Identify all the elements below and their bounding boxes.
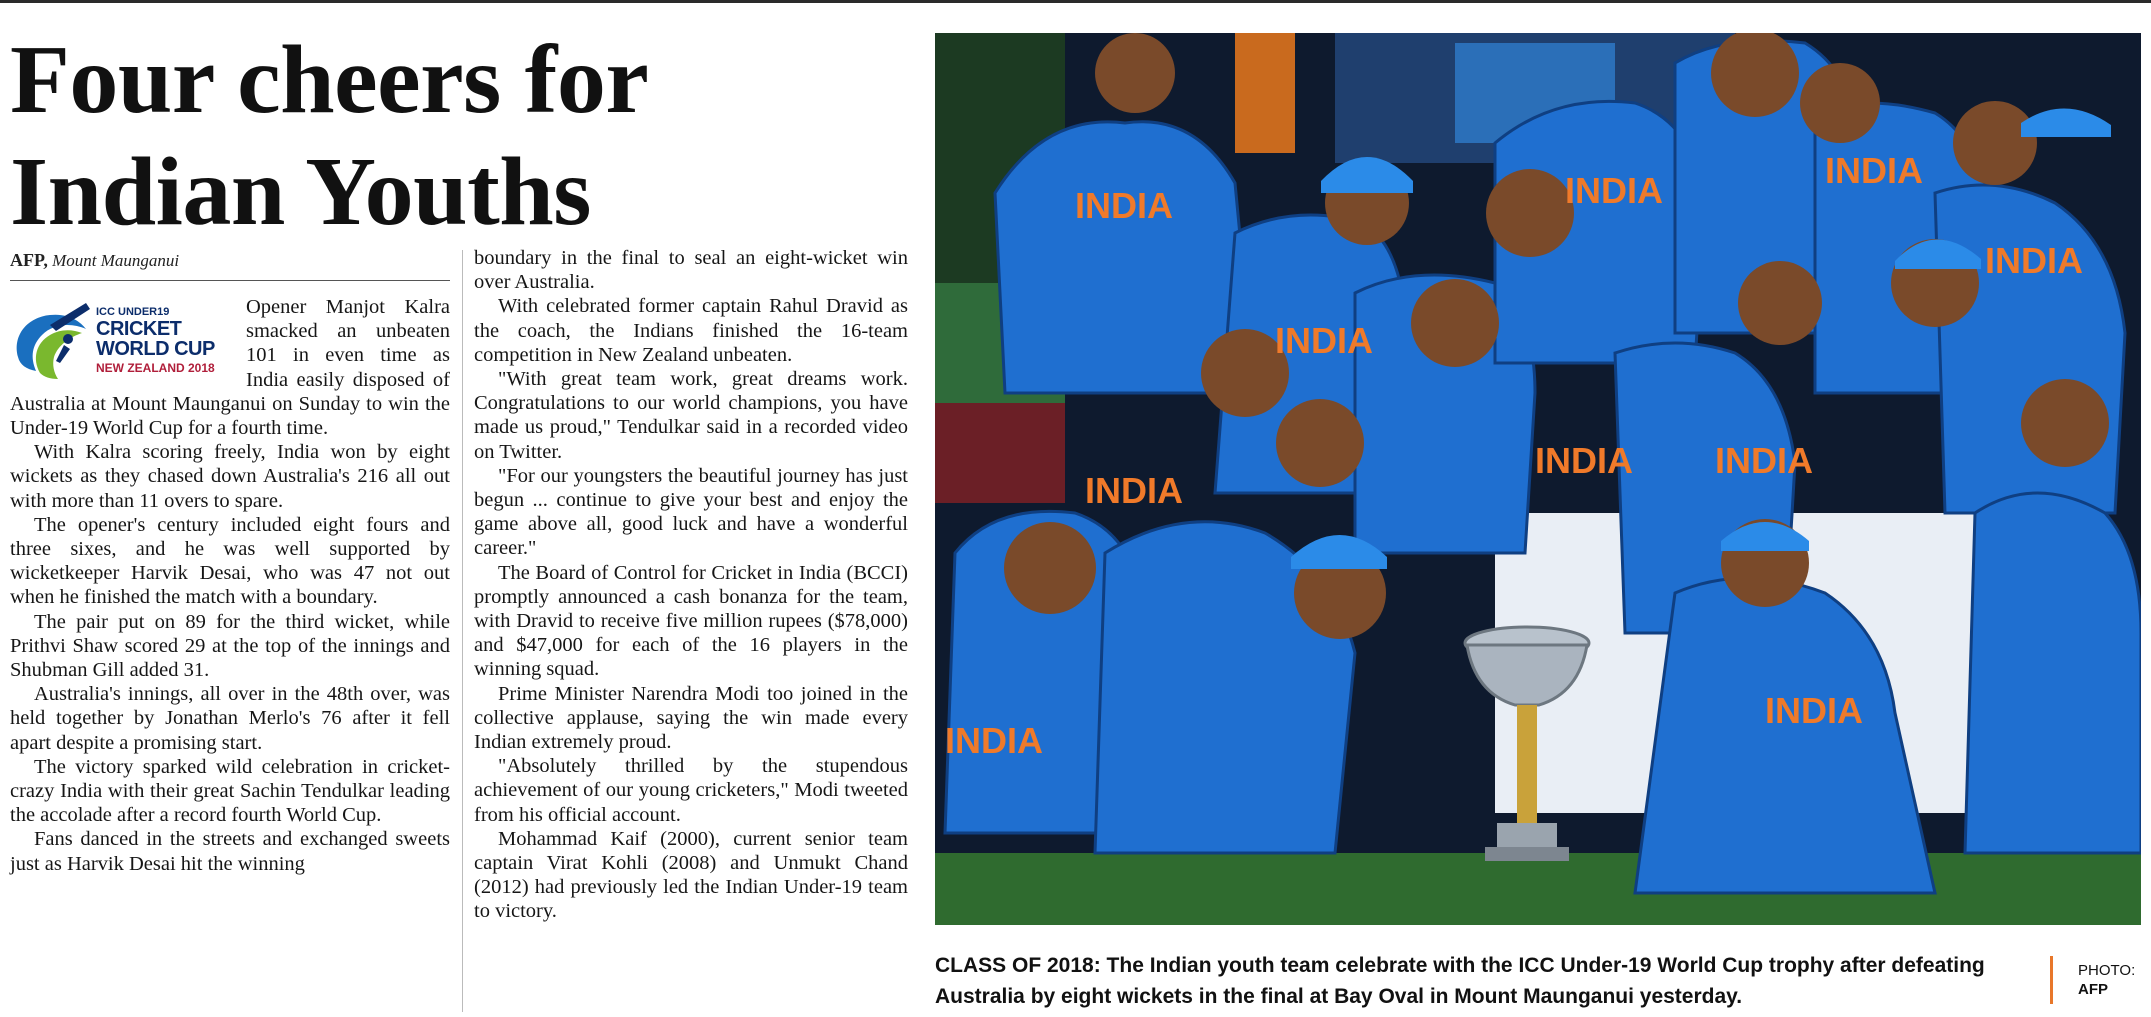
logo-subtitle: NEW ZEALAND 2018 (96, 361, 215, 375)
jersey-label: INDIA (945, 720, 1043, 761)
byline-rule (10, 280, 450, 281)
article-paragraph: Australia's innings, all over in the 48th over, was held together by Jonathan Merlo's 76 after it fell apart despite a promising start. (10, 683, 450, 754)
headline (10, 24, 910, 248)
article-paragraph: "For our youngsters the beautiful journey has just begun ... continue to give your best and enjoy the game above all, good luck and have a wonderful career." (474, 464, 908, 560)
article-paragraph: Fans danced in the streets and exchanged sweets just as Harvik Desai hit the winning (10, 828, 450, 875)
jersey-label: INDIA (1075, 185, 1173, 226)
article-paragraph: Mohammad Kaif (2000), current senior team captain Virat Kohli (2008) and Unmukt Chand (2012) had previously led the Indian Under-19 team to victory. (474, 827, 908, 923)
article-paragraph: Prime Minister Narendra Modi too joined in the collective applause, saying the win made every Indian extremely proud. (474, 682, 908, 754)
jersey-label: INDIA (1565, 170, 1663, 211)
cricket-batsman-icon (10, 295, 94, 385)
article-paragraph: Opener Manjot Kalra smacked an unbeaten 101 in even time as India easily disposed of Australia at Mount Maunganui on Sunday to win the Under-19 World Cup for a fourth time. (10, 296, 450, 440)
logo-title-line-1: CRICKET (96, 318, 182, 340)
jersey-label: INDIA (1825, 150, 1923, 191)
article-paragraph: "Absolutely thrilled by the stupendous achievement of our young cricketers," Modi tweeted from his official account. (474, 755, 908, 826)
jersey-label: INDIA (1715, 440, 1813, 481)
byline-place: Mount Maunganui (52, 251, 180, 270)
column-divider (462, 250, 463, 1012)
article-paragraph: The Board of Control for Cricket in India (BCCI) promptly announced a cash bonanza for the team, with Dravid to receive five million rupees ($78,000) and $47,000 for each of the 16 players in the winning squad. (474, 561, 908, 681)
team-celebration-photo (935, 33, 2141, 925)
credit-accent-bar (2050, 956, 2053, 1004)
article-paragraph: The pair put on 89 for the third wicket, while Prithvi Shaw scored 29 at the top of the innings and Shubman Gill added 31. (10, 610, 450, 682)
jersey-label: INDIA (1535, 440, 1633, 481)
headline-line-2: Indian Youths (10, 138, 591, 246)
photo-credit-label: PHOTO: (2078, 962, 2136, 979)
byline-agency: AFP, (10, 250, 48, 270)
photo-credit-source: AFP (2078, 981, 2108, 998)
byline (10, 250, 450, 271)
jersey-label: INDIA (1085, 470, 1183, 511)
jersey-label: INDIA (1765, 690, 1863, 731)
logo-title-line-2: WORLD CUP (96, 338, 215, 360)
top-rule (0, 0, 2151, 3)
article-paragraph: With Kalra scoring freely, India won by eight wickets as they chased down Australia's 216 all out with more than 11 overs to spare. (10, 441, 450, 512)
article-paragraph: With celebrated former captain Rahul Dravid as the coach, the Indians finished the 16-team competition in New Zealand unbeaten. (474, 295, 908, 366)
article-paragraph: "With great team work, great dreams work. Congratulations to our world champions, you have made us proud," Tendulkar said in a recorded video on Twitter. (474, 368, 908, 463)
icc-u19-world-cup-logo (10, 295, 236, 387)
team-celebration-illustration (935, 33, 2141, 925)
logo-small-text: ICC UNDER19 (96, 306, 170, 318)
article-paragraph: The opener's century included eight fours and three sixes, and he was well supported by wicketkeeper Harvik Desai, who was 47 not out when he finished the match with a boundary. (10, 513, 450, 609)
article-paragraph: The victory sparked wild celebration in cricket-crazy India with their great Sachin Tendulkar leading the accolade after a record fourth World Cup. (10, 755, 450, 827)
photo-caption: CLASS OF 2018: The Indian youth team celebrate with the ICC Under-19 World Cup trophy after defeating Australia by eight wickets in the final at Bay Oval in Mount Maunganui yesterday. (935, 954, 1985, 1008)
article-paragraph: boundary in the final to seal an eight-wicket win over Australia. (474, 247, 908, 294)
jersey-label: INDIA (1985, 240, 2083, 281)
article-column-2 (474, 246, 908, 924)
photo-credit (2078, 961, 2148, 999)
headline-line-1: Four cheers for (10, 26, 649, 134)
jersey-label: INDIA (1275, 320, 1373, 361)
